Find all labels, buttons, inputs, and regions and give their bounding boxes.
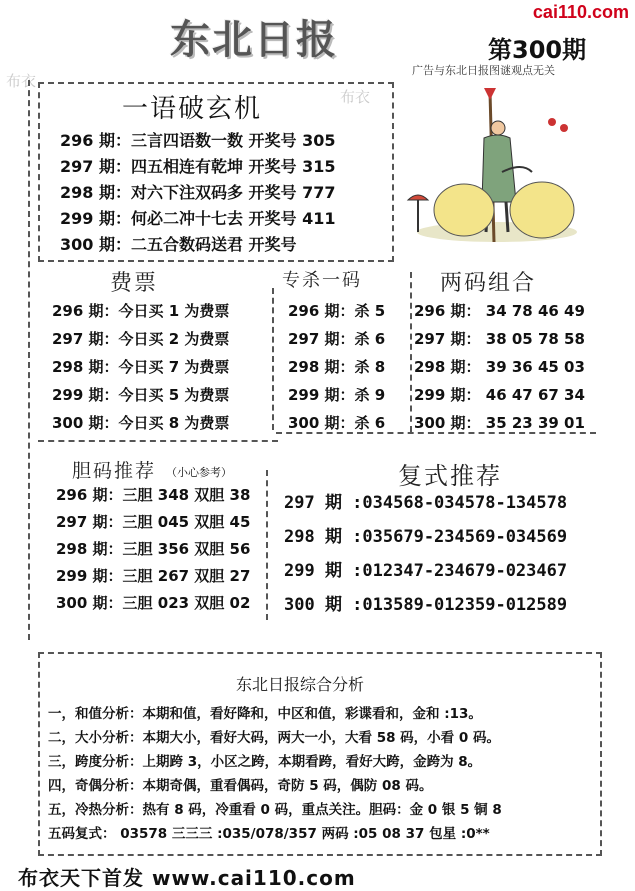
liang-ma-row: 299 期： 46 47 67 34 [414,386,585,404]
fei-piao-title: 费票 [110,271,159,296]
dan-ma-row: 299 期：三胆 267 双胆 27 [56,567,251,585]
disclaimer: 广告与东北日报图谜观点无关 [412,64,555,77]
riddle-row: 297 期：四五相连有乾坤 开奖号 315 [60,157,336,176]
issue-number: 第300期 [488,36,587,64]
section-divider [276,432,596,434]
zhuan-sha-row: 296 期：杀 5 [288,302,386,320]
dan-ma-row: 300 期：三胆 023 双胆 02 [56,594,251,612]
footer: 布衣天下首发 www.cai110.com [18,866,356,890]
riddle-row: 300 期：二五合数码送君 开奖号 [60,235,297,254]
fei-piao-row: 299 期：今日买 5 为费票 [52,386,230,404]
fu-shi-row: 300 期 :013589-012359-012589 [284,595,568,615]
fu-shi-row: 298 期 :035679-234569-034569 [284,527,568,547]
analysis-row: 二，大小分析：本期大小，看好大码，两大一小，大看 58 码，小看 0 码。 [48,730,500,746]
riddle-row: 299 期：何必二冲十七去 开奖号 411 [60,209,336,228]
fu-shi-title: 复式推荐 [398,462,502,490]
fei-piao-row: 300 期：今日买 8 为费票 [52,414,230,432]
zhuan-sha-row: 300 期：杀 6 [288,414,386,432]
section-divider [38,440,278,442]
analysis-row: 一，和值分析：本期和值，看好降和，中区和值，彩谍看和，金和 :13。 [48,706,482,722]
fei-piao-row: 297 期：今日买 2 为费票 [52,330,230,348]
watermark: 布衣 [340,88,371,106]
riddle-box [38,82,394,262]
analysis-box [38,652,602,856]
column-divider [266,470,268,620]
column-divider [410,272,412,432]
zhuan-sha-row: 299 期：杀 9 [288,386,386,404]
analysis-row: 三，跨度分析：上期跨 3，小区之跨，本期看跨，看好大跨，金跨为 8。 [48,754,482,770]
site-link[interactable]: cai110.com [532,2,629,22]
riddle-row: 298 期：对六下注双码多 开奖号 777 [60,183,336,202]
liang-ma-title: 两码组合 [440,271,537,296]
dan-ma-note: （小心参考） [166,466,232,479]
riddle-row: 296 期：三言四语数一数 开奖号 305 [60,131,336,150]
masthead-title: 东北日报 [170,17,338,63]
analysis-row: 五码复式： 03578 三三三 :035/078/357 两码 :05 08 37 包星 :0** [48,826,490,842]
analysis-row: 四，奇偶分析：本期奇偶，重看偶码，奇防 5 码，偶防 08 码。 [48,778,433,794]
dan-ma-row: 296 期：三胆 348 双胆 38 [56,486,251,504]
zhuan-sha-row: 297 期：杀 6 [288,330,386,348]
column-divider [272,288,274,430]
liang-ma-row: 298 期： 39 36 45 03 [414,358,585,376]
dan-ma-row: 297 期：三胆 045 双胆 45 [56,513,251,531]
dan-ma-row: 298 期：三胆 356 双胆 56 [56,540,251,558]
fu-shi-row: 299 期 :012347-234679-023467 [284,561,568,581]
watermark: 布衣 [6,72,37,90]
analysis-title: 东北日报综合分析 [236,675,365,694]
dan-ma-title: 胆码推荐 [72,460,157,482]
analysis-row: 五，冷热分析：热有 8 码，冷重看 0 码，重点关注。胆码：金 0 银 5 铜 8 [48,802,502,818]
liang-ma-row: 296 期： 34 78 46 49 [414,302,585,320]
sage-illustration [402,82,588,250]
liang-ma-row: 300 期： 35 23 39 01 [414,414,585,432]
riddle-title: 一语破玄机 [122,94,263,124]
zhuan-sha-title: 专杀一码 [282,270,362,291]
left-border [28,80,30,640]
zhuan-sha-row: 298 期：杀 8 [288,358,386,376]
fu-shi-row: 297 期 :034568-034578-134578 [284,493,568,513]
fei-piao-row: 296 期：今日买 1 为费票 [52,302,230,320]
liang-ma-row: 297 期： 38 05 78 58 [414,330,585,348]
fei-piao-row: 298 期：今日买 7 为费票 [52,358,230,376]
